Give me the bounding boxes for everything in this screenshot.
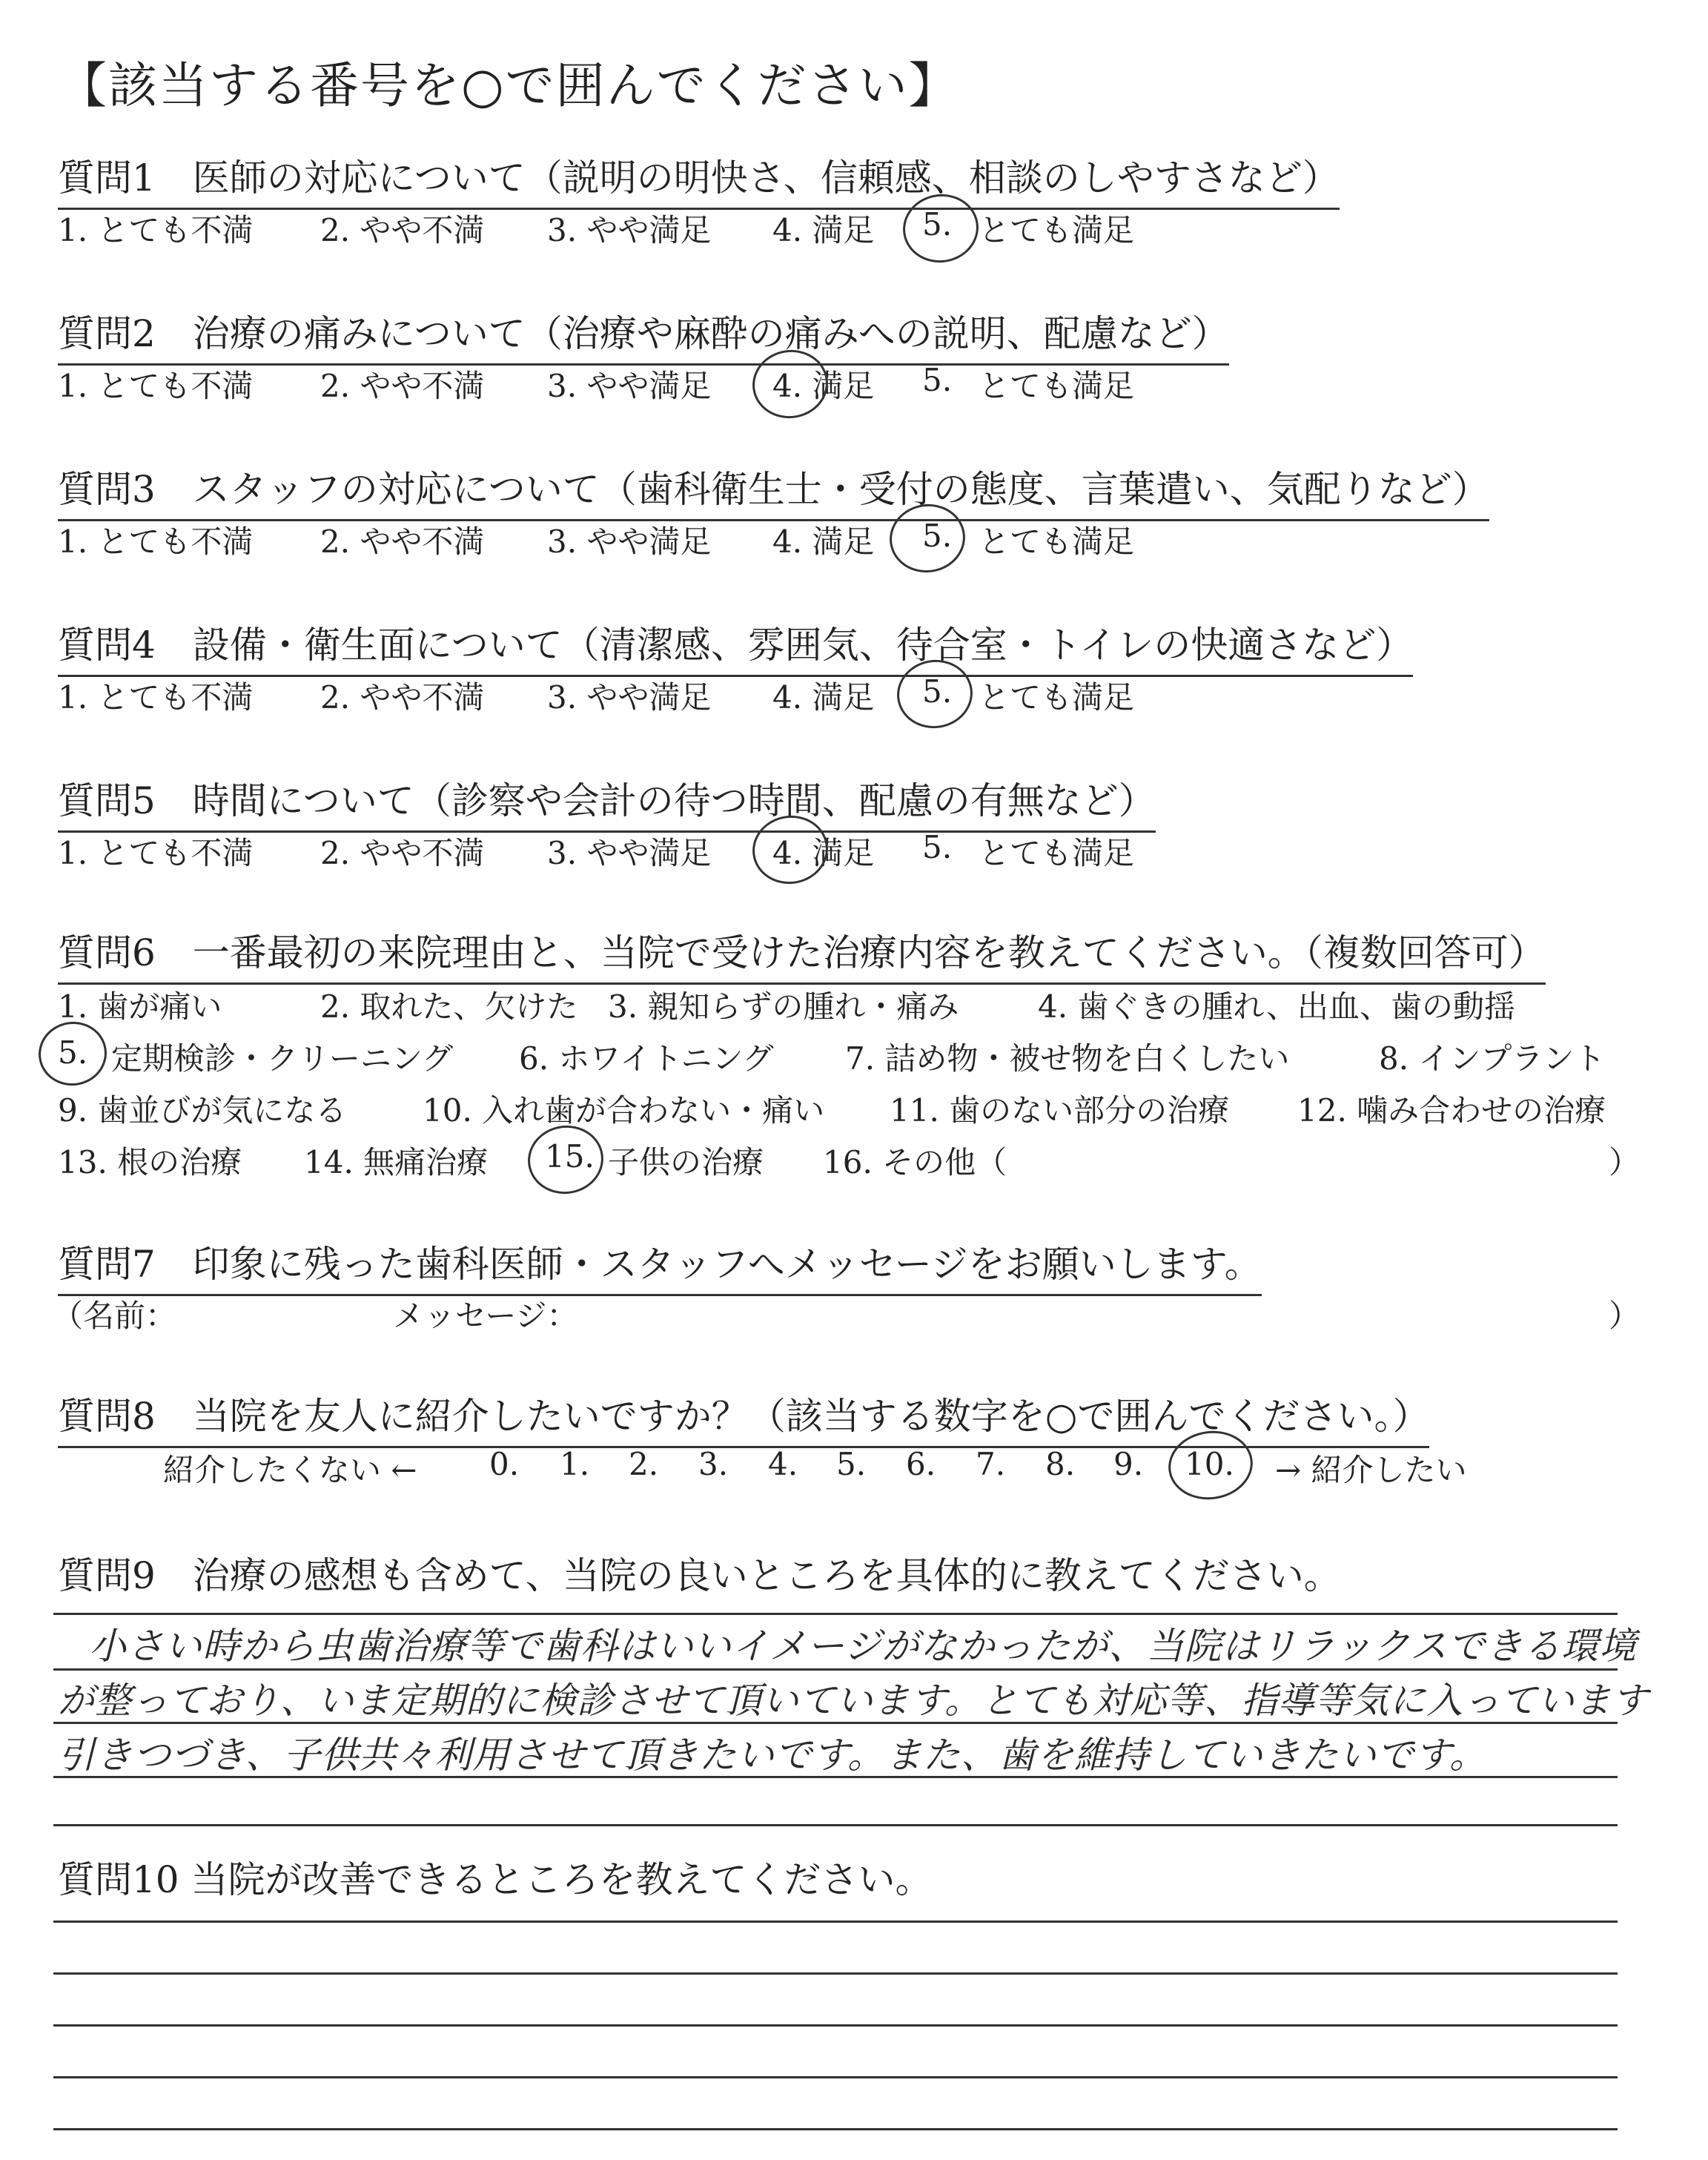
- option-1[interactable]: 1. とても不満: [58, 368, 254, 404]
- option-3[interactable]: 3. やや満足: [547, 212, 712, 248]
- option-1[interactable]: 1. とても不満: [58, 524, 254, 560]
- reason-2[interactable]: 2. 取れた、欠けた: [320, 988, 578, 1025]
- option-5-label: とても満足: [979, 368, 1135, 404]
- option-3[interactable]: 3. やや満足: [547, 368, 712, 404]
- scale-2[interactable]: 2.: [629, 1446, 659, 1482]
- answer-line: [53, 2076, 1618, 2078]
- message-label: メッセージ：: [393, 1298, 578, 1334]
- option-1[interactable]: 1. とても不満: [58, 679, 254, 716]
- answer-line: [53, 1613, 1618, 1615]
- option-3[interactable]: 3. やや満足: [547, 679, 712, 716]
- reason-1[interactable]: 1. 歯が痛い: [58, 988, 222, 1025]
- answer-line: [53, 2024, 1618, 2027]
- option-1[interactable]: 1. とても不満: [58, 212, 254, 248]
- reason-16[interactable]: 16. その他（: [823, 1144, 1007, 1180]
- reason-3[interactable]: 3. 親知らずの腫れ・痛み: [608, 988, 959, 1025]
- option-5-label: とても満足: [979, 679, 1135, 716]
- option-4[interactable]: 4. 満足: [772, 679, 875, 716]
- reason-7[interactable]: 7. 詰め物・被せ物を白くしたい: [845, 1040, 1290, 1077]
- reason-11[interactable]: 11. 歯のない部分の治療: [890, 1092, 1230, 1129]
- reason-10[interactable]: 10. 入れ歯が合わない・痛い: [423, 1092, 825, 1129]
- option-4[interactable]: 4. 満足: [772, 524, 875, 560]
- reason-13[interactable]: 13. 根の治療: [58, 1144, 242, 1180]
- question-2: [58, 304, 1229, 366]
- option-5[interactable]: 5.: [922, 518, 953, 554]
- option-5[interactable]: 5.: [922, 829, 953, 865]
- question-5: [58, 771, 1156, 833]
- scale-right-label: → 紹介したい: [1275, 1452, 1467, 1488]
- scale-9[interactable]: 9.: [1113, 1446, 1144, 1482]
- question-9-title: 質問9 治療の感想も含めて、当院の良いところを具体的に教えてください。: [58, 1554, 1341, 1597]
- answer-line: [53, 1776, 1618, 1778]
- option-5[interactable]: 5.: [922, 362, 953, 398]
- question-1: [58, 148, 1340, 210]
- option-4[interactable]: 4. 満足: [772, 835, 875, 871]
- question-8-title: 質問8 当院を友人に紹介したいですか？（該当する数字を○で囲んでください。）: [58, 1387, 1429, 1448]
- question-10: [58, 1850, 933, 1903]
- handwritten-answer-line: が整っており、いま定期的に検診させて頂いています。とても対応等、指導等気に入っています: [58, 1680, 1649, 1722]
- handwritten-answer-line: 小さい時から虫歯治療等で歯科はいいイメージがなかったが、当院はリラックスできる環境: [89, 1625, 1637, 1668]
- reason-16-close: ）: [1609, 1144, 1641, 1180]
- question-6: [58, 923, 1546, 985]
- option-4[interactable]: 4. 満足: [772, 368, 875, 404]
- scale-10[interactable]: 10.: [1185, 1446, 1234, 1482]
- option-3[interactable]: 3. やや満足: [547, 835, 712, 871]
- reason-15[interactable]: 15.: [545, 1138, 595, 1175]
- reason-5-label: 定期検診・クリーニング: [111, 1040, 454, 1077]
- reason-8[interactable]: 8. インプラント: [1379, 1040, 1606, 1077]
- scale-7[interactable]: 7.: [976, 1446, 1006, 1482]
- question-2-title: 質問2 治療の痛みについて（治療や麻酔の痛みへの説明、配慮など）: [58, 304, 1229, 366]
- option-5-label: とても満足: [979, 212, 1135, 248]
- answer-line: [53, 1824, 1618, 1826]
- scale-6[interactable]: 6.: [906, 1446, 936, 1482]
- scale-4[interactable]: 4.: [768, 1446, 798, 1482]
- scale-1[interactable]: 1.: [560, 1446, 590, 1482]
- handwritten-answer-line: 引きつづき、子供共々利用させて頂きたいです。また、歯を維持していきたいです。: [58, 1734, 1487, 1777]
- scale-left-label: 紹介したくない ←: [163, 1452, 417, 1488]
- answer-line: [53, 1972, 1618, 1975]
- option-2[interactable]: 2. やや不満: [320, 835, 485, 871]
- option-5-label: とても満足: [979, 524, 1135, 560]
- question-3-title: 質問3 スタッフの対応について（歯科衛生士・受付の態度、言葉遣い、気配りなど）: [58, 460, 1489, 521]
- option-5[interactable]: 5.: [922, 673, 953, 710]
- option-2[interactable]: 2. やや不満: [320, 212, 485, 248]
- selection-circle: [523, 1120, 608, 1198]
- option-5[interactable]: 5.: [922, 206, 953, 242]
- scale-5[interactable]: 5.: [836, 1446, 867, 1482]
- scale-8[interactable]: 8.: [1045, 1446, 1076, 1482]
- selection-circle: [34, 1017, 110, 1090]
- page-header: 【該当する番号を○で囲んでください】: [58, 57, 959, 114]
- scale-3[interactable]: 3.: [698, 1446, 729, 1482]
- question-7-title: 質問7 印象に残った歯科医師・スタッフへメッセージをお願いします。: [58, 1235, 1262, 1296]
- question-4-title: 質問4 設備・衛生面について（清潔感、雰囲気、待合室・トイレの快適さなど）: [58, 615, 1413, 677]
- question-7: [58, 1235, 1262, 1296]
- question-5-title: 質問5 時間について（診察や会計の待つ時間、配慮の有無など）: [58, 771, 1156, 833]
- question-3: [58, 460, 1489, 521]
- answer-line: [53, 2128, 1618, 2130]
- answer-line: [53, 1722, 1618, 1724]
- name-label: （名前：: [52, 1298, 177, 1334]
- reason-12[interactable]: 12. 噛み合わせの治療: [1297, 1092, 1606, 1129]
- question-1-title: 質問1 医師の対応について（説明の明快さ、信頼感、相談のしやすさなど）: [58, 148, 1340, 210]
- question-10-title: 質問10 当院が改善できるところを教えてください。: [58, 1858, 933, 1901]
- option-5-label: とても満足: [979, 835, 1135, 871]
- option-2[interactable]: 2. やや不満: [320, 524, 485, 560]
- option-1[interactable]: 1. とても不満: [58, 835, 254, 871]
- answer-line: [53, 1668, 1618, 1671]
- option-3[interactable]: 3. やや満足: [547, 524, 712, 560]
- option-2[interactable]: 2. やや不満: [320, 679, 485, 716]
- question-6-title: 質問6 一番最初の来院理由と、当院で受けた治療内容を教えてください。（複数回答可）: [58, 923, 1546, 985]
- question-4: [58, 615, 1413, 677]
- question-9: [58, 1546, 1341, 1599]
- reason-9[interactable]: 9. 歯並びが気になる: [58, 1092, 347, 1129]
- reason-4[interactable]: 4. 歯ぐきの腫れ、出血、歯の動揺: [1038, 988, 1515, 1025]
- scale-0[interactable]: 0.: [489, 1446, 520, 1482]
- option-4[interactable]: 4. 満足: [772, 212, 875, 248]
- reason-6[interactable]: 6. ホワイトニング: [519, 1040, 774, 1077]
- answer-line: [53, 1920, 1618, 1923]
- reason-14[interactable]: 14. 無痛治療: [304, 1144, 489, 1180]
- message-close: ）: [1609, 1298, 1641, 1334]
- option-2[interactable]: 2. やや不満: [320, 368, 485, 404]
- reason-15-label: 子供の治療: [608, 1144, 764, 1180]
- reason-5[interactable]: 5.: [58, 1034, 88, 1071]
